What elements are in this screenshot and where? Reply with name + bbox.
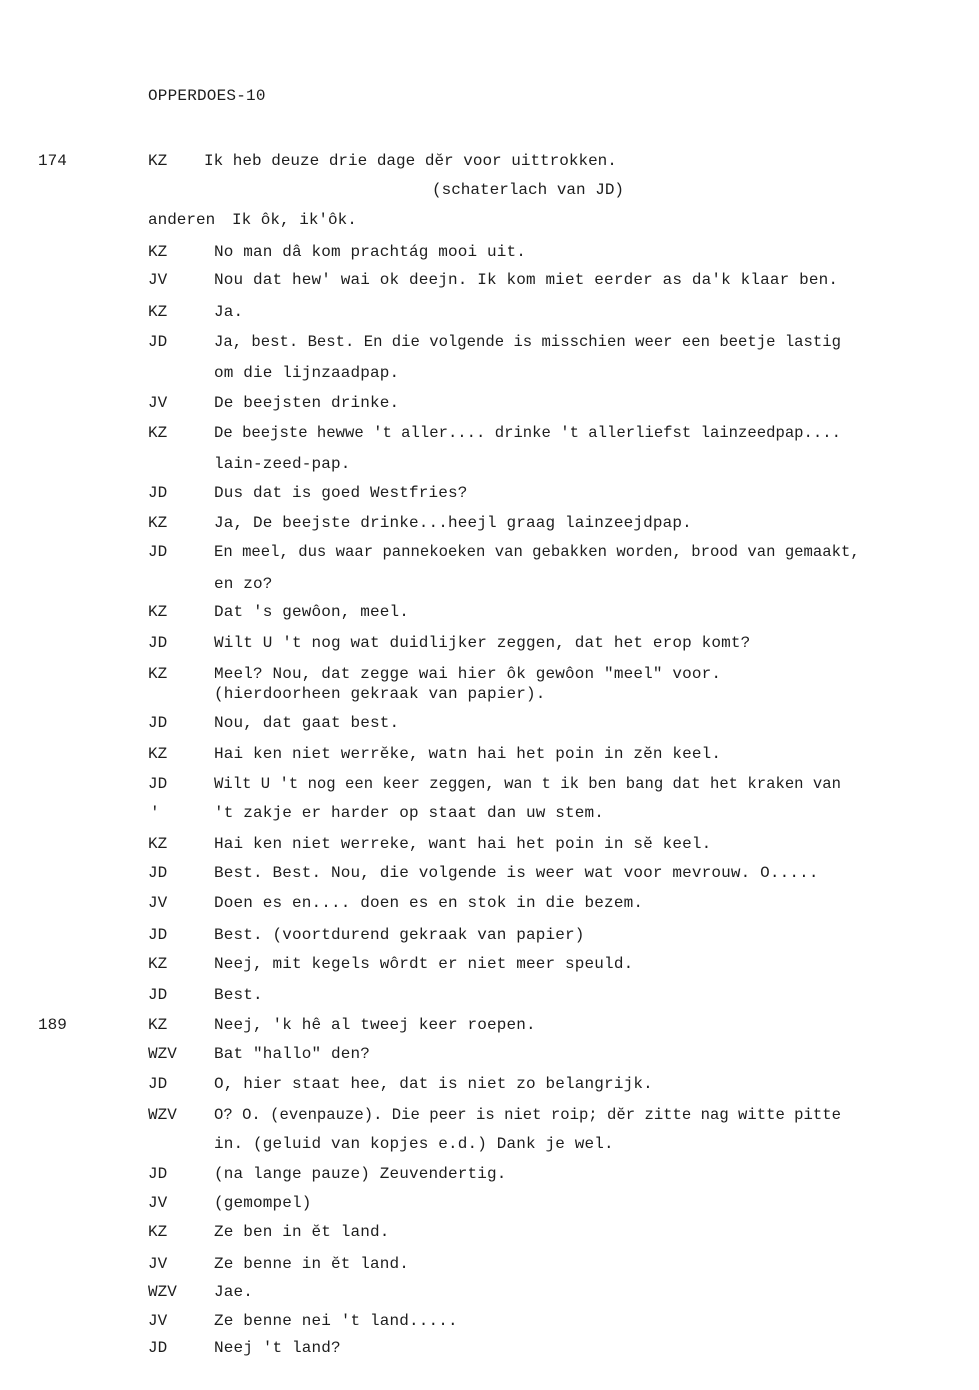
utterance-text: Best. (voortdurend gekraak van papier) — [214, 926, 585, 944]
transcript-line — [0, 773, 979, 795]
transcript-line — [0, 541, 979, 563]
utterance-text: Nou dat hew' wai ok deejn. Ik kom miet eerder as da'k klaar ben. — [214, 271, 839, 289]
speaker-code: anderen — [148, 211, 216, 229]
utterance-text: Ja, best. Best. En die volgende is misschien weer een beetje lastig — [214, 333, 841, 351]
transcript-line — [0, 984, 979, 1006]
speaker-code: KZ — [148, 303, 168, 321]
utterance-text: en zo? — [214, 575, 273, 593]
utterance-text: lain-zeed-pap. — [214, 455, 351, 473]
speaker-code: JD — [148, 634, 168, 652]
utterance-text: En meel, dus waar pannekoeken van gebakken worden, brood van gemaakt, — [214, 543, 860, 561]
transcript-line — [0, 362, 979, 384]
margin-mark: ' — [150, 804, 160, 822]
utterance-text: Ik ôk, ik'ôk. — [232, 211, 357, 229]
transcript-line — [0, 953, 979, 975]
speaker-code: JD — [148, 926, 168, 944]
transcript-line — [0, 743, 979, 765]
transcript-line — [0, 1337, 979, 1359]
transcript-line — [0, 1281, 979, 1303]
transcript-line — [0, 892, 979, 914]
transcript-line — [0, 269, 979, 291]
transcript-line — [0, 663, 979, 685]
transcript-line — [0, 1043, 979, 1065]
speaker-code: KZ — [148, 1223, 168, 1241]
utterance-text: Ze benne in ĕt land. — [214, 1255, 410, 1273]
transcript-line — [0, 209, 979, 231]
transcript-line — [0, 1014, 979, 1036]
speaker-code: KZ — [148, 1016, 168, 1034]
utterance-text: in. (geluid van kopjes e.d.) Dank je wel. — [214, 1135, 614, 1153]
transcript-line — [0, 601, 979, 623]
stage-note: (schaterlach van JD) — [432, 181, 625, 199]
speaker-code: JD — [148, 333, 168, 351]
transcript-line — [0, 1192, 979, 1214]
transcript-line — [0, 331, 979, 353]
page-header: OPPERDOES-10 — [148, 87, 266, 105]
transcript-line — [0, 301, 979, 323]
utterance-text: Neej 't land? — [214, 1339, 341, 1357]
utterance-text: Ik heb deuze drie dage dĕr voor uittrokken. — [204, 152, 617, 170]
transcript-line — [0, 683, 979, 705]
speaker-code: JD — [148, 714, 168, 732]
transcript-line — [0, 1073, 979, 1095]
utterance-text: 't zakje er harder op staat dan uw stem. — [214, 804, 605, 822]
transcript-line — [0, 422, 979, 444]
speaker-code: KZ — [148, 152, 168, 170]
utterance-text: (na lange pauze) Zeuvendertig. — [214, 1165, 507, 1183]
transcript-line — [0, 179, 979, 201]
utterance-text: Neej, 'k hê al tweej keer roepen. — [214, 1016, 536, 1034]
utterance-text: Ja, De beejste drinke...heejl graag lainzeejdpap. — [214, 514, 692, 532]
speaker-code: JD — [148, 484, 168, 502]
utterance-text: (hierdoorheen gekraak van papier). — [214, 685, 546, 703]
speaker-code: KZ — [148, 955, 168, 973]
speaker-code: WZV — [148, 1045, 177, 1063]
speaker-code: KZ — [148, 603, 168, 621]
speaker-code: JV — [148, 271, 168, 289]
transcript-line — [0, 241, 979, 263]
transcript-line — [0, 802, 979, 824]
speaker-code: JD — [148, 864, 168, 882]
utterance-text: Best. — [214, 986, 263, 1004]
transcript-line — [0, 1253, 979, 1275]
utterance-text: Wilt U 't nog een keer zeggen, wan t ik ben bang dat het kraken van — [214, 775, 841, 793]
transcript-line — [0, 632, 979, 654]
transcript-line — [0, 573, 979, 595]
speaker-code: KZ — [148, 835, 168, 853]
line-number: 189 — [38, 1016, 67, 1034]
utterance-text: Doen es en.... doen es en stok in die bezem. — [214, 894, 644, 912]
speaker-code: KZ — [148, 745, 168, 763]
utterance-text: O? O. (evenpauze). Die peer is niet roip; dĕr zitte nag witte pitte — [214, 1106, 841, 1124]
transcript-line — [0, 392, 979, 414]
speaker-code: JV — [148, 1194, 168, 1212]
utterance-text: (gemompel) — [214, 1194, 312, 1212]
speaker-code: JD — [148, 543, 168, 561]
transcript-line — [0, 1133, 979, 1155]
utterance-text: O, hier staat hee, dat is niet zo belangrijk. — [214, 1075, 653, 1093]
speaker-code: JV — [148, 894, 168, 912]
utterance-text: Wilt U 't nog wat duidlijker zeggen, dat het erop komt? — [214, 634, 751, 652]
speaker-code: WZV — [148, 1106, 177, 1124]
transcript-line — [0, 833, 979, 855]
transcript-line — [0, 512, 979, 534]
utterance-text: Bat "hallo" den? — [214, 1045, 371, 1063]
utterance-text: Best. Best. Nou, die volgende is weer wat voor mevrouw. O..... — [214, 864, 819, 882]
transcript-line — [0, 712, 979, 734]
utterance-text: No man dâ kom prachtág mooi uit. — [214, 243, 527, 261]
line-number: 174 — [38, 152, 67, 170]
speaker-code: JD — [148, 986, 168, 1004]
speaker-code: JD — [148, 775, 168, 793]
utterance-text: Meel? Nou, dat zegge wai hier ôk gewôon "meel" voor. — [214, 665, 722, 683]
utterance-text: Ja. — [214, 303, 244, 321]
utterance-text: Hai ken niet werrĕke, watn hai het poin in zĕn keel. — [214, 745, 722, 763]
transcript-line — [0, 862, 979, 884]
utterance-text: De beejste hewwe 't aller.... drinke 't allerliefst lainzeedpap.... — [214, 424, 841, 442]
utterance-text: De beejsten drinke. — [214, 394, 400, 412]
speaker-code: JV — [148, 1312, 168, 1330]
speaker-code: KZ — [148, 514, 168, 532]
transcript-line — [0, 924, 979, 946]
utterance-text: Ze benne nei 't land..... — [214, 1312, 458, 1330]
speaker-code: KZ — [148, 243, 168, 261]
transcript-line — [0, 453, 979, 475]
utterance-text: om die lijnzaadpap. — [214, 364, 400, 382]
utterance-text: Dus dat is goed Westfries? — [214, 484, 468, 502]
utterance-text: Jae. — [214, 1283, 254, 1301]
utterance-text: Ze ben in ĕt land. — [214, 1223, 390, 1241]
transcript-line — [0, 1104, 979, 1126]
speaker-code: JV — [148, 394, 168, 412]
transcript-line — [0, 482, 979, 504]
speaker-code: JD — [148, 1339, 168, 1357]
utterance-text: Neej, mit kegels wôrdt er niet meer speuld. — [214, 955, 634, 973]
speaker-code: KZ — [148, 424, 168, 442]
speaker-code: KZ — [148, 665, 168, 683]
utterance-text: Nou, dat gaat best. — [214, 714, 400, 732]
utterance-text: Hai ken niet werreke, want hai het poin in sĕ keel. — [214, 835, 712, 853]
speaker-code: JD — [148, 1075, 168, 1093]
speaker-code: JD — [148, 1165, 168, 1183]
utterance-text: Dat 's gewôon, meel. — [214, 603, 410, 621]
transcript-line — [0, 1221, 979, 1243]
transcript-line — [0, 1163, 979, 1185]
transcript-line — [0, 1310, 979, 1332]
speaker-code: WZV — [148, 1283, 177, 1301]
transcript-line — [0, 150, 979, 172]
speaker-code: JV — [148, 1255, 168, 1273]
